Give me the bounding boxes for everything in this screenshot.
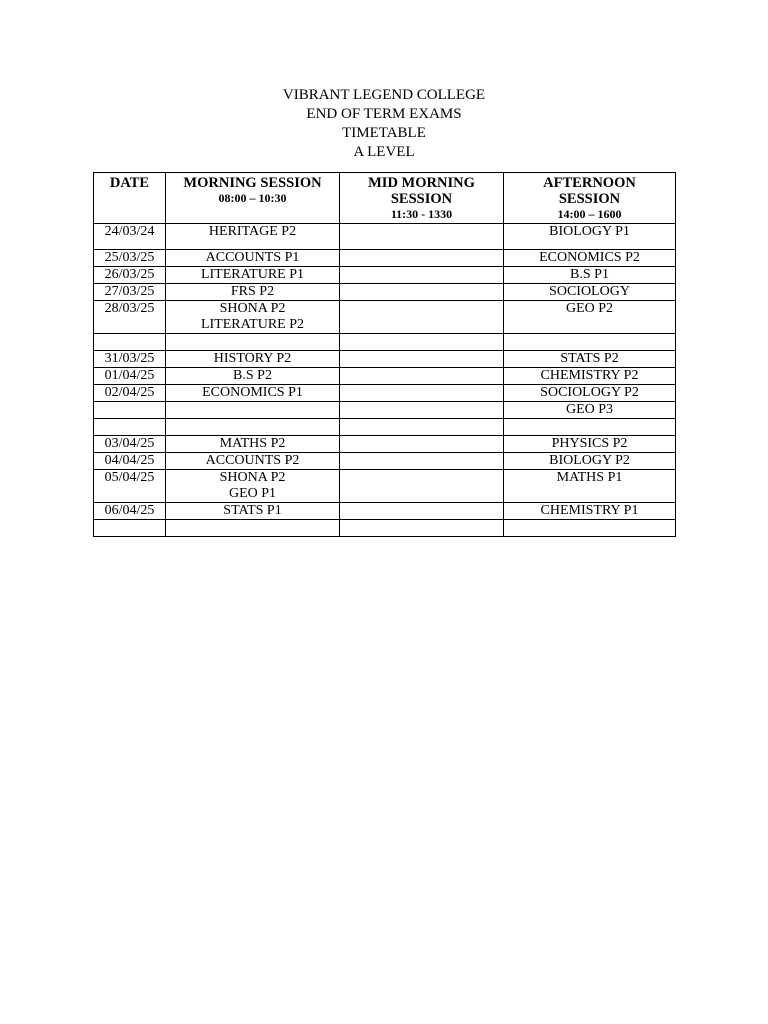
mid-session-cell — [340, 224, 504, 250]
column-header-date: DATE — [94, 173, 166, 224]
table-row — [94, 224, 676, 250]
exam-paper: ECONOMICS P2 — [539, 250, 640, 265]
afternoon-session-cell — [504, 224, 676, 250]
afternoon-session-cell — [504, 402, 676, 419]
mid-session-cell — [340, 402, 504, 419]
afternoon-session-cell — [504, 284, 676, 301]
level-label: A LEVEL — [353, 144, 415, 160]
table-row — [94, 284, 676, 301]
column-header-morning: MORNING SESSION 08:00 – 10:30 — [166, 173, 340, 224]
morning-session-cell — [166, 419, 340, 436]
mid-session-cell — [340, 419, 504, 436]
column-header-mid-morning: MID MORNING SESSION 11:30 - 1330 — [340, 173, 504, 224]
document-type: TIMETABLE — [342, 125, 426, 141]
exam-paper: ACCOUNTS P1 — [205, 250, 300, 265]
date-cell: 01/04/25 — [94, 368, 166, 385]
exam-paper: HERITAGE P2 — [208, 224, 297, 239]
mid-session-cell — [340, 267, 504, 284]
date-cell — [94, 334, 166, 351]
exam-timetable — [93, 172, 676, 537]
mid-session-cell — [340, 284, 504, 301]
morning-session-cell — [166, 503, 340, 520]
afternoon-session-cell — [504, 436, 676, 453]
date-cell: 02/04/25 — [94, 385, 166, 402]
afternoon-session-cell — [504, 368, 676, 385]
table-row — [94, 503, 676, 520]
exam-paper: SOCIOLOGY — [549, 284, 630, 299]
afternoon-session-cell — [504, 470, 676, 503]
exam-paper: GEO P1 — [228, 486, 277, 501]
exam-paper: FRS P2 — [230, 284, 275, 299]
column-header-afternoon: AFTERNOON SESSION 14:00 – 1600 — [504, 173, 676, 224]
exam-paper: STATS P1 — [223, 503, 282, 518]
header-row — [94, 173, 676, 224]
table-row — [94, 520, 676, 537]
date-cell: 26/03/25 — [94, 267, 166, 284]
exam-paper: GEO P2 — [565, 301, 614, 316]
exam-paper: CHEMISTRY P1 — [540, 503, 639, 518]
date-cell: 06/04/25 — [94, 503, 166, 520]
afternoon-session-cell — [504, 503, 676, 520]
afternoon-session-cell — [504, 351, 676, 368]
table-row — [94, 436, 676, 453]
exam-paper: STATS P2 — [560, 351, 619, 366]
afternoon-session-cell — [504, 267, 676, 284]
date-cell: 03/04/25 — [94, 436, 166, 453]
mid-session-cell — [340, 503, 504, 520]
exam-paper: HISTORY P2 — [213, 351, 292, 366]
document-title-block — [0, 86, 768, 162]
morning-session-time: 08:00 – 10:30 — [218, 191, 287, 205]
mid-morning-session-time: 11:30 - 1330 — [390, 207, 453, 221]
date-cell: 24/03/24 — [94, 224, 166, 250]
morning-session-cell — [166, 334, 340, 351]
morning-session-cell — [166, 351, 340, 368]
mid-session-cell — [340, 301, 504, 334]
exam-paper: SOCIOLOGY P2 — [540, 385, 639, 400]
table-row — [94, 267, 676, 284]
mid-session-cell — [340, 453, 504, 470]
exam-paper: MATHS P1 — [556, 470, 623, 485]
morning-session-cell — [166, 250, 340, 267]
date-cell: 28/03/25 — [94, 301, 166, 334]
table-row — [94, 334, 676, 351]
exam-paper: BIOLOGY P1 — [549, 224, 630, 239]
morning-session-cell — [166, 368, 340, 385]
table-row — [94, 402, 676, 419]
morning-session-cell — [166, 436, 340, 453]
exam-paper: SHONA P2 — [219, 470, 286, 485]
morning-session-cell — [166, 224, 340, 250]
date-cell: 25/03/25 — [94, 250, 166, 267]
timetable-body — [94, 224, 676, 537]
exam-paper: LITERATURE P2 — [200, 317, 305, 332]
morning-session-cell — [166, 385, 340, 402]
exam-paper: MATHS P2 — [219, 436, 286, 451]
mid-session-cell — [340, 385, 504, 402]
college-name: VIBRANT LEGEND COLLEGE — [282, 87, 486, 103]
mid-session-cell — [340, 436, 504, 453]
morning-session-cell — [166, 402, 340, 419]
afternoon-session-cell — [504, 385, 676, 402]
date-cell: 05/04/25 — [94, 470, 166, 503]
mid-session-cell — [340, 351, 504, 368]
exam-paper: LITERATURE P1 — [200, 267, 305, 282]
table-row — [94, 301, 676, 334]
exam-paper: PHYSICS P2 — [551, 436, 628, 451]
morning-session-cell — [166, 301, 340, 334]
table-row — [94, 385, 676, 402]
table-row — [94, 453, 676, 470]
afternoon-session-cell — [504, 419, 676, 436]
exam-paper: ACCOUNTS P2 — [205, 453, 300, 468]
afternoon-session-cell — [504, 453, 676, 470]
morning-session-cell — [166, 267, 340, 284]
date-cell: 04/04/25 — [94, 453, 166, 470]
mid-session-cell — [340, 520, 504, 537]
date-cell: 27/03/25 — [94, 284, 166, 301]
date-cell: 31/03/25 — [94, 351, 166, 368]
morning-session-cell — [166, 453, 340, 470]
morning-session-cell — [166, 520, 340, 537]
exam-paper: SHONA P2 — [219, 301, 286, 316]
mid-session-cell — [340, 368, 504, 385]
exam-paper: GEO P3 — [565, 402, 614, 417]
exam-paper: BIOLOGY P2 — [549, 453, 630, 468]
morning-session-cell — [166, 284, 340, 301]
afternoon-session-cell — [504, 250, 676, 267]
mid-session-cell — [340, 334, 504, 351]
date-cell — [94, 520, 166, 537]
date-cell — [94, 419, 166, 436]
table-row — [94, 250, 676, 267]
afternoon-session-cell — [504, 334, 676, 351]
exam-paper: CHEMISTRY P2 — [540, 368, 639, 383]
exam-title: END OF TERM EXAMS — [306, 106, 462, 122]
table-row — [94, 351, 676, 368]
morning-session-cell — [166, 470, 340, 503]
date-cell — [94, 402, 166, 419]
mid-session-cell — [340, 250, 504, 267]
table-row — [94, 470, 676, 503]
afternoon-session-time: 14:00 – 1600 — [557, 207, 622, 221]
afternoon-session-cell — [504, 301, 676, 334]
mid-session-cell — [340, 470, 504, 503]
exam-paper: B.S P2 — [233, 368, 272, 383]
afternoon-session-cell — [504, 520, 676, 537]
table-row — [94, 419, 676, 436]
table-row — [94, 368, 676, 385]
exam-paper: B.S P1 — [570, 267, 609, 282]
exam-paper: ECONOMICS P1 — [202, 385, 303, 400]
